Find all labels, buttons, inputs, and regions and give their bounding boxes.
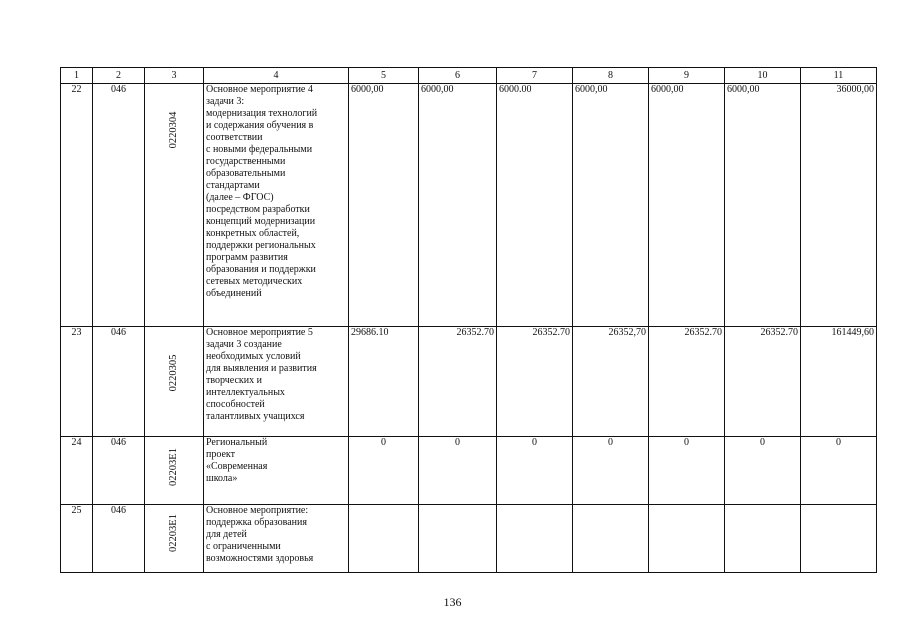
- value-cell: 0: [649, 437, 725, 505]
- description-line: с ограниченными: [206, 541, 281, 552]
- table-row: [61, 437, 877, 505]
- budget-code-cell: [145, 327, 204, 437]
- description-line: объединений: [206, 288, 262, 299]
- description-line: для выявления и развития: [206, 363, 317, 374]
- value-cell: 0: [801, 437, 877, 505]
- description-line: задачи 3 создание: [206, 339, 282, 350]
- description-line: стандартами: [206, 180, 260, 191]
- header-cell: 10: [725, 68, 801, 84]
- header-cell: 8: [573, 68, 649, 84]
- value-cell: [497, 505, 573, 573]
- table-row: [61, 327, 877, 437]
- value-cell: [573, 505, 649, 573]
- description-line: «Современная: [206, 461, 268, 472]
- value-cell: 26352.70: [725, 327, 801, 437]
- admin-code: 046: [93, 84, 145, 327]
- value-cell: 0: [497, 437, 573, 505]
- description-line: задачи 3:: [206, 96, 245, 107]
- value-cell: 6000,00: [725, 84, 801, 327]
- description-line: школа»: [206, 473, 238, 484]
- budget-code: 02203E1: [168, 514, 179, 552]
- budget-code-cell: [145, 437, 204, 505]
- header-cell: 4: [204, 68, 349, 84]
- description-line: сетевых методических: [206, 276, 303, 287]
- description-line: способностей: [206, 399, 265, 410]
- description-line: для детей: [206, 529, 247, 540]
- description-line: с новыми федеральными: [206, 144, 313, 155]
- value-cell: 6000,00: [649, 84, 725, 327]
- value-cell: 6000.00: [497, 84, 573, 327]
- description-line: поддержки региональных: [206, 240, 316, 251]
- description-cell: [204, 505, 349, 573]
- description-line: конкретных областей,: [206, 228, 300, 239]
- value-cell: [349, 505, 419, 573]
- description-line: образовательными: [206, 168, 286, 179]
- header-row: [61, 68, 877, 84]
- budget-code: 0220304: [168, 111, 179, 149]
- value-cell: [419, 505, 497, 573]
- description-line: Основное мероприятие:: [206, 505, 309, 516]
- description-line: возможностями здоровья: [206, 553, 314, 564]
- description-line: Региональный: [206, 437, 268, 448]
- admin-code: 046: [93, 505, 145, 573]
- header-cell: 7: [497, 68, 573, 84]
- header-cell: 6: [419, 68, 497, 84]
- value-cell: 0: [349, 437, 419, 505]
- description-line: соответствии: [206, 132, 263, 143]
- header-cell: 5: [349, 68, 419, 84]
- description-line: интеллектуальных: [206, 387, 285, 398]
- row-number: 24: [61, 437, 93, 505]
- description-line: Основное мероприятие 5: [206, 327, 313, 338]
- description-line: и содержания обучения в: [206, 120, 314, 131]
- description-cell: [204, 84, 349, 327]
- description-line: концепций модернизации: [206, 216, 316, 227]
- description-line: государственными: [206, 156, 286, 167]
- budget-code: 0220305: [168, 354, 179, 392]
- value-cell: 6000,00: [349, 84, 419, 327]
- description-line: Основное мероприятие 4: [206, 84, 313, 95]
- value-cell: 26352.70: [419, 327, 497, 437]
- value-cell: 0: [419, 437, 497, 505]
- description-line: талантливых учащихся: [206, 411, 305, 422]
- header-cell: 2: [93, 68, 145, 84]
- table-row: [61, 84, 877, 327]
- budget-code-cell: [145, 84, 204, 327]
- value-cell: 26352.70: [497, 327, 573, 437]
- budget-code-cell: [145, 505, 204, 573]
- budget-table: [60, 67, 877, 573]
- description-line: поддержка образования: [206, 517, 307, 528]
- value-cell: 36000,00: [801, 84, 877, 327]
- value-cell: 29686.10: [349, 327, 419, 437]
- value-cell: 26352,70: [573, 327, 649, 437]
- header-cell: 9: [649, 68, 725, 84]
- header-cell: 11: [801, 68, 877, 84]
- row-number: 22: [61, 84, 93, 327]
- description-line: программ развития: [206, 252, 288, 263]
- header-cell: 1: [61, 68, 93, 84]
- value-cell: 26352.70: [649, 327, 725, 437]
- value-cell: [801, 505, 877, 573]
- description-line: необходимых условий: [206, 351, 301, 362]
- description-line: (далее – ФГОС): [206, 192, 274, 203]
- description-cell: [204, 327, 349, 437]
- description-cell: [204, 437, 349, 505]
- value-cell: 161449,60: [801, 327, 877, 437]
- description-line: проект: [206, 449, 236, 460]
- header-cell: 3: [145, 68, 204, 84]
- row-number: 25: [61, 505, 93, 573]
- value-cell: 6000,00: [573, 84, 649, 327]
- description-line: модернизация технологий: [206, 108, 318, 119]
- admin-code: 046: [93, 327, 145, 437]
- description-line: образования и поддержки: [206, 264, 316, 275]
- value-cell: 0: [573, 437, 649, 505]
- description-line: творческих и: [206, 375, 262, 386]
- table-row: [61, 505, 877, 573]
- value-cell: [649, 505, 725, 573]
- description-line: посредством разработки: [206, 204, 310, 215]
- value-cell: 0: [725, 437, 801, 505]
- admin-code: 046: [93, 437, 145, 505]
- value-cell: 6000,00: [419, 84, 497, 327]
- page-number: 136: [443, 595, 462, 609]
- budget-code: 02203E1: [168, 448, 179, 486]
- value-cell: [725, 505, 801, 573]
- row-number: 23: [61, 327, 93, 437]
